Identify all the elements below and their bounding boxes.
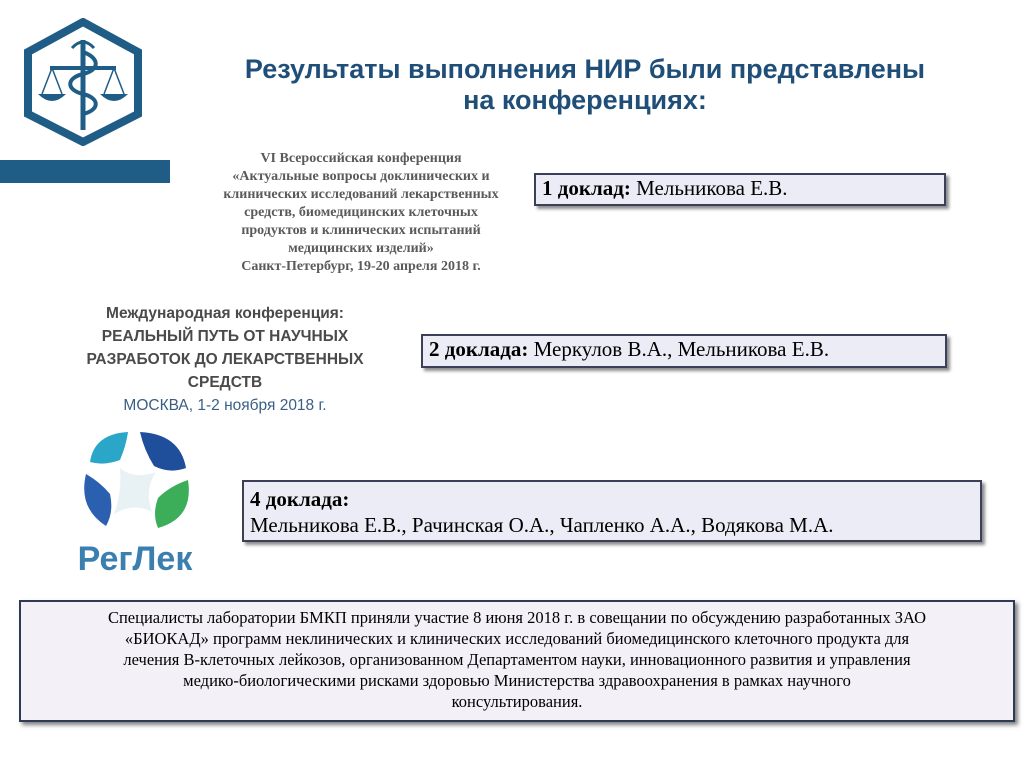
accent-bar xyxy=(0,160,170,183)
page-title xyxy=(180,54,990,116)
title-line-2: на конференциях: xyxy=(463,85,707,115)
reglek-logo-text: РегЛек xyxy=(77,540,193,578)
report-count-label: 2 доклада: xyxy=(429,337,529,361)
conference-1-line: Санкт-Петербург, 19-20 апреля 2018 г. xyxy=(241,259,481,274)
conference-2-name-line: РЕАЛЬНЫЙ ПУТЬ ОТ НАУЧНЫХ xyxy=(101,328,349,345)
report-box-1 xyxy=(534,173,946,206)
meeting-line: лечения B-клеточных лейкозов, организованном Департаментом науки, инновационного развития и управления xyxy=(123,650,911,669)
report-authors: Меркулов В.А., Мельникова Е.В. xyxy=(533,337,830,361)
conference-1-line: «Актуальные вопросы доклинических и xyxy=(232,169,490,184)
meeting-line: консультирования. xyxy=(451,692,583,711)
conference-1-line: продуктов и клинических испытаний xyxy=(241,223,481,238)
report-authors: Мельникова Е.В. xyxy=(636,176,788,200)
conference-1-description xyxy=(188,150,534,276)
reglek-logo xyxy=(60,428,210,578)
conference-2-place: МОСКВА, 1-2 ноября 2018 г. xyxy=(123,397,327,414)
reglek-emblem-icon xyxy=(60,428,210,578)
conference-1-line: средств, биомедицинских клеточных xyxy=(244,205,478,220)
conference-1-line: VI Всероссийская конференция xyxy=(260,151,462,166)
meeting-line: «БИОКАД» программ неклинических и клинических исследований биомедицинского клеточного продукта для xyxy=(124,629,910,648)
report-count-label: 4 доклада: xyxy=(250,487,350,511)
report-count-label: 1 доклад: xyxy=(542,176,631,200)
meeting-line: Специалисты лаборатории БМКП приняли участие 8 июня 2018 г. в совещании по обсуждению разработанных ЗАО xyxy=(107,608,927,627)
organization-logo xyxy=(22,18,144,146)
conference-1-line: медицинских изделий» xyxy=(288,241,434,256)
meeting-note xyxy=(19,600,1015,722)
conference-2-name-line: РАЗРАБОТОК ДО ЛЕКАРСТВЕННЫХ xyxy=(86,351,364,368)
title-line-1: Результаты выполнения НИР были представлены xyxy=(244,54,926,84)
hexagon-caduceus-scales-icon xyxy=(22,18,144,146)
report-box-3 xyxy=(242,480,982,542)
report-authors: Мельникова Е.В., Рачинская О.А., Чапленко А.А., Водякова М.А. xyxy=(250,513,834,537)
report-box-2 xyxy=(421,334,947,368)
conference-2-label: Международная конференция: xyxy=(106,305,344,322)
conference-2-description xyxy=(60,302,390,417)
meeting-line: медико-биологическими рисками здоровью Министерства здравоохранения в рамках научного xyxy=(183,671,851,690)
conference-2-name-line: СРЕДСТВ xyxy=(187,374,263,391)
conference-1-line: клинических исследований лекарственных xyxy=(223,187,499,202)
